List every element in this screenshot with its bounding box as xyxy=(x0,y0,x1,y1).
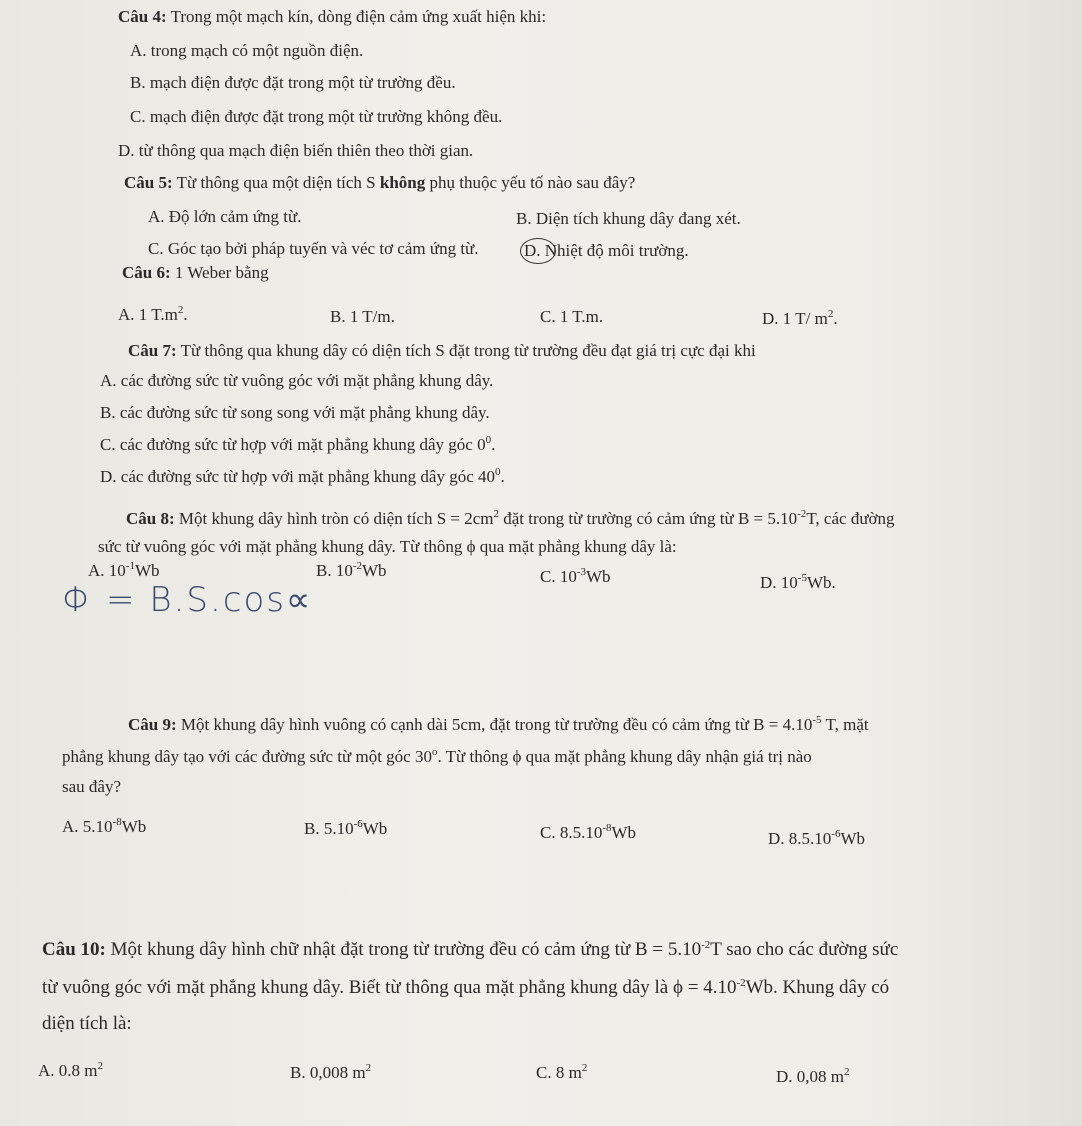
q8-c-unit: Wb xyxy=(586,567,611,586)
q8-a-text: A. 10 xyxy=(88,561,126,580)
q7-option-b: B. các đường sức từ song song với mặt phẳng khung dây. xyxy=(100,403,490,422)
q10-a-text: A. 0.8 m xyxy=(38,1061,98,1080)
q9-a-exp: -8 xyxy=(112,816,122,828)
q10-option-a: A. 0.8 $m^2$ xyxy=(38,1060,103,1080)
q8-d-text: D. 10 xyxy=(760,573,798,592)
q5-option-d: D. Nhiệt độ môi trường. xyxy=(524,241,689,260)
q9-a-unit: Wb xyxy=(121,817,147,836)
q6-option-d: D. 1 T/ $m^2$. xyxy=(762,308,838,328)
q10-c-text: C. 8 m xyxy=(536,1063,582,1082)
q10-line2-1: từ vuông góc với mặt phẳng khung dây. Biết từ thông qua mặt phẳng khung dây là ϕ = 4.10 xyxy=(42,977,737,998)
q8-a-exp: -1 xyxy=(125,560,135,572)
handwritten-formula: Φ = B.S.cos∝ xyxy=(62,580,313,620)
q6-a-text: A. 1 T.m xyxy=(118,305,178,324)
q10-text-2: T sao cho các đường sức xyxy=(710,939,899,960)
q6-option-a: A. 1 $T.m^2$. xyxy=(118,304,188,324)
q9-b-unit: Wb xyxy=(362,819,388,838)
q9-line2-1: phẳng khung dây tạo với các đường sức từ một góc 30 xyxy=(62,747,432,766)
q9-b-exp: -6 xyxy=(353,818,363,830)
q10-option-c: C. 8 $m^2$ xyxy=(536,1062,588,1082)
q10-label: Câu 10: xyxy=(42,939,106,960)
q7-stem xyxy=(128,340,756,362)
q8-b-text: B. 10 xyxy=(316,561,353,580)
q8-text-1: Một khung dây hình tròn có diện tích S = 2cm xyxy=(178,509,494,528)
q5-option-a: A. Độ lớn cảm ứng từ. xyxy=(148,207,302,226)
q7-text: Từ thông qua khung dây có diện tích S đặt trong từ trường đều đạt giá trị cực đại khi xyxy=(180,341,756,360)
q10-stem-line3: diện tích là: xyxy=(42,1013,132,1034)
q9-c-unit: Wb xyxy=(611,823,637,842)
q8-stem: Câu 8: Một khung dây hình tròn có diện tích $S = 2cm^2$ đặt trong từ trường có cảm ứng từ $B = 5.10^{-2}T$, các đường xyxy=(126,508,895,528)
q6-option-b: B. 1 T/m. xyxy=(330,307,395,326)
q8-stem-line2: sức từ vuông góc với mặt phẳng khung dây. Từ thông ϕ qua mặt phẳng khung dây là: xyxy=(98,537,677,556)
q7-option-c: C. các đường sức từ hợp với mặt phẳng khung dây góc $0^0$. xyxy=(100,434,496,454)
q7-c-text: C. các đường sức từ hợp với mặt phẳng khung dây góc 0 xyxy=(100,435,486,454)
q4-text: Trong một mạch kín, dòng điện cảm ứng xuất hiện khi: xyxy=(170,7,547,26)
q9-a-text: A. 5.10 xyxy=(62,817,113,836)
q5-label: Câu 5: xyxy=(124,173,173,192)
q4-stem xyxy=(118,6,546,28)
q10-d-text: D. 0,08 m xyxy=(776,1067,844,1086)
q8-option-b xyxy=(316,560,387,582)
q8-option-d: D. $10^{-5}Wb$. xyxy=(760,572,836,592)
q10-option-d: D. 0,08 $m^2$ xyxy=(776,1066,850,1086)
q10-text-1: Một khung dây hình chữ nhật đặt trong từ trường đều có cảm ứng từ B = 5.10 xyxy=(110,939,702,960)
q9-label: Câu 9: xyxy=(128,715,177,734)
q10-option-b: B. 0,008 $m^2$ xyxy=(290,1062,372,1082)
q8-b-unit: Wb xyxy=(362,561,387,580)
q9-stem-line3: sau đây? xyxy=(62,777,122,796)
q5-bold: không xyxy=(379,173,426,192)
q4-option-b: B. mạch điện được đặt trong một từ trường đều. xyxy=(130,73,456,92)
q4-option-d: D. từ thông qua mạch điện biến thiên theo thời gian. xyxy=(118,141,474,160)
q8-b-exp: -2 xyxy=(352,560,363,572)
q9-stem-line2: phẳng khung dây tạo với các đường sức từ một góc 30$^o$. Từ thông ϕ qua mặt phẳng khung dây nhận giá trị nào xyxy=(62,746,812,766)
q8-a-unit: Wb xyxy=(134,561,160,580)
q7-d-text: D. các đường sức từ hợp với mặt phẳng khung dây góc 40 xyxy=(100,467,496,486)
q9-option-c xyxy=(540,822,636,844)
q9-option-a xyxy=(62,816,146,838)
q6-option-c: C. 1 T.m. xyxy=(540,307,604,326)
q10-stem: Câu 10: Một khung dây hình chữ nhật đặt trong từ trường đều có cảm ứng từ $B = 5.10^{-2}T$ sao cho các đường sức xyxy=(42,939,899,960)
q10-line2-2: Wb. Khung dây có xyxy=(745,977,890,998)
q9-text-1: Một khung dây hình vuông có cạnh dài 5cm, đặt trong từ trường đều có cảm ứng từ B = 4.10 xyxy=(180,715,813,734)
q9-option-b xyxy=(304,818,387,840)
q5-text-2: phụ thuộc yếu tố nào sau đây? xyxy=(429,173,636,192)
q9-d-unit: Wb xyxy=(840,829,865,848)
q5-option-b: B. Diện tích khung dây đang xét. xyxy=(516,209,741,228)
q7-option-d: D. các đường sức từ hợp với mặt phẳng khung dây góc $40^0$. xyxy=(100,466,505,486)
q8-d-exp: -5 xyxy=(797,572,807,584)
q5-stem xyxy=(124,172,635,194)
q8-label: Câu 8: xyxy=(126,509,175,528)
q7-option-a: A. các đường sức từ vuông góc với mặt phẳng khung dây. xyxy=(100,371,494,390)
q4-label: Câu 4: xyxy=(118,7,167,26)
q4-option-c: C. mạch điện được đặt trong một từ trường không đều. xyxy=(130,107,503,126)
q5-option-c: C. Góc tạo bởi pháp tuyến và véc tơ cảm ứng từ. xyxy=(148,239,479,258)
q9-c-text: C. 8.5.10 xyxy=(540,823,603,842)
q10-stem-line2: từ vuông góc với mặt phẳng khung dây. Biết từ thông qua mặt phẳng khung dây là $\phi = 4.10^{-2}Wb$. Khung dây có xyxy=(42,977,890,998)
q8-c-exp: -3 xyxy=(576,566,587,578)
q6-stem xyxy=(122,262,269,284)
q9-stem: Câu 9: Một khung dây hình vuông có cạnh dài 5cm, đặt trong từ trường đều có cảm ứng từ $B = 4.10^{-5}$ T, mặt xyxy=(128,714,869,734)
q9-b-text: B. 5.10 xyxy=(304,819,354,838)
q4-option-a: A. trong mạch có một nguồn điện. xyxy=(130,41,364,60)
q6-d-text: D. 1 T/ m xyxy=(762,309,828,328)
q8-option-c xyxy=(540,566,611,588)
q8-c-text: C. 10 xyxy=(540,567,577,586)
q8-text-2: đặt trong từ trường có cảm ứng từ B = 5.10 xyxy=(503,509,798,528)
q9-c-exp: -8 xyxy=(602,822,612,834)
q7-label: Câu 7: xyxy=(128,341,177,360)
q9-text-2: T, mặt xyxy=(825,715,869,734)
q8-d-unit: Wb xyxy=(806,573,832,592)
q9-option-d xyxy=(768,828,865,850)
q10-b-text: B. 0,008 m xyxy=(290,1063,366,1082)
q9-d-exp: -6 xyxy=(831,828,841,840)
q9-line2-2: . Từ thông ϕ qua mặt phẳng khung dây nhận giá trị nào xyxy=(437,747,812,766)
q9-d-text: D. 8.5.10 xyxy=(768,829,832,848)
q5-text-1: Từ thông qua một diện tích S xyxy=(176,173,376,192)
q8-option-a xyxy=(88,560,160,582)
q6-text: 1 Weber bằng xyxy=(174,263,269,282)
q8-text-3: T, các đường xyxy=(806,509,895,528)
q6-label: Câu 6: xyxy=(122,263,171,282)
